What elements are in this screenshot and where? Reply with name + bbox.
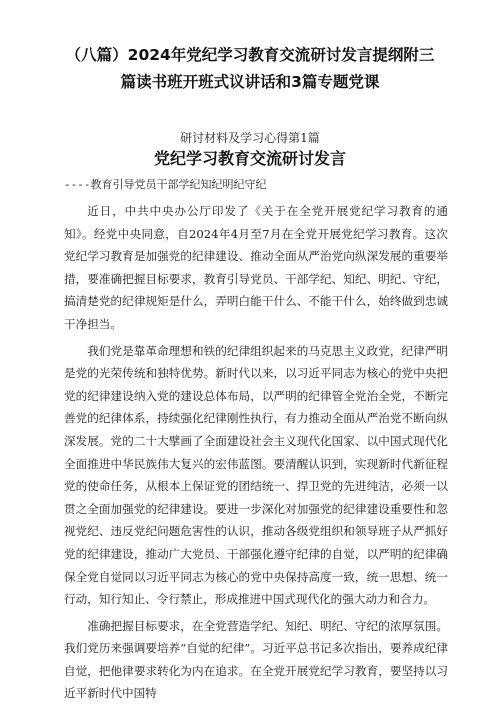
body-paragraph: 我们党是靠革命理想和铁的纪律组织起来的马克思主义政党，纪律严明是党的光荣传统和独特优势。新时代以来，以习近平同志为核心的党中央把党的纪律建设纳入党的建设总体布局，以严明的纪律管全党治全党，不断完善党的纪律体系，持续强化纪律刚性执行，有力推动全面从严治党不断向纵深发展。党的二十大擘画了全面建设社会主义现代化国家、以中国式现代化全面推进中华民族伟大复兴的宏伟蓝图。要清醒认识到，实现新时代新征程党的使命任务，从根本上保证党的团结统一、捍卫党的先进纯洁，必须一以贯之全面加强党的纪律建设。要进一步深化对加强党的纪律建设重要性和忽视党纪、违反党纪问题危害性的认识，推动各级党组织和领导班子从严抓好党的纪律建设，推动广大党员、干部强化遵守纪律的自觉，以严明的纪律确保全党自觉同以习近平同志为核心的党中央保持高度一致，统一思想、统一行动，知行知止、令行禁止，形成推进中国式现代化的强大动力和合力。 <box>64 343 448 607</box>
body-paragraph: 近日，中共中央办公厅印发了《关于在全党开展党纪学习教育的通知》。经党中央同意，自2024年4月至7月在全党开展党纪学习教育。这次党纪学习教育是加强党的纪律建设、推动全面从严治党向纵深发展的重要举措，要准确把握目标要求，教育引导党员、干部学纪、知纪、明纪、守纪，搞清楚党的纪律规矩是什么，弄明白能干什么、不能干什么，始终做到忠诚干净担当。 <box>64 204 448 331</box>
article-byline: ----教育引导党员干部学纪知纪明纪守纪 <box>64 178 267 191</box>
article-body <box>64 200 448 709</box>
article-title: 党纪学习教育交流研讨发言 <box>153 149 346 168</box>
body-paragraph: 准确把握目标要求，在全党营造学纪、知纪、明纪、守纪的浓厚氛围。我们党历来强调要培养“自觉的纪律”。习近平总书记多次指出，要养成纪律自觉，把他律要求转化为内在追求。在全党开展党纪学习教育，要坚持以习近平新时代中国特 <box>64 618 448 701</box>
section-subtitle: 研讨材料及学习心得第1篇 <box>180 131 320 145</box>
document-title: （八篇）2024年党纪学习教育交流研讨发言提纲附三篇读书班开班式议讲话和3篇专题党课 <box>65 46 435 91</box>
